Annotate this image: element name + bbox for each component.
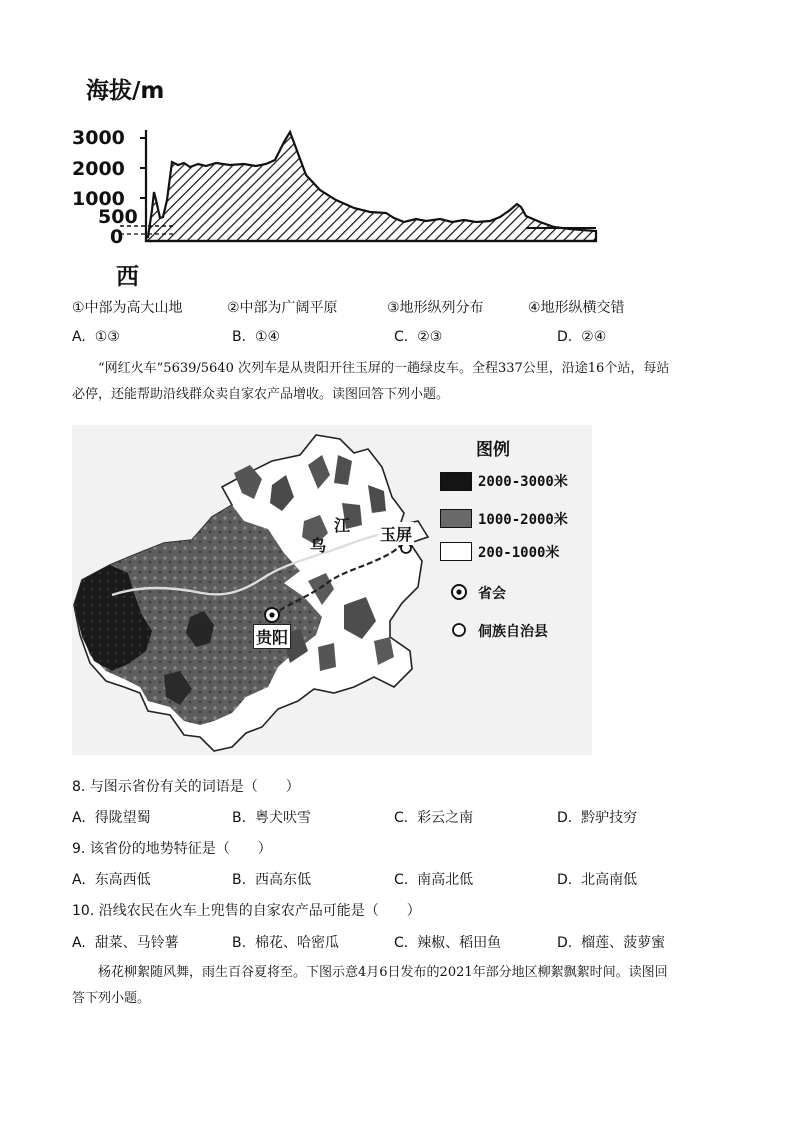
q9-option-b[interactable]: B. 西高东低 [232,872,311,888]
city-label-guiyang: 贵阳 [253,624,291,649]
legend-swatch-low [440,542,472,561]
legend-swatch-high [440,472,472,491]
west-label: 西 [116,264,139,290]
statement-1: ①中部为高大山地 [72,300,183,316]
city-label-yuping: 玉屏 [378,522,414,545]
q10-stem: 10. 沿线农民在火车上兜售的自家农产品可能是（ ） [72,903,421,919]
legend-county-icon [451,622,467,638]
passage-1-line-2: 必停，还能帮助沿线群众卖自家农产品增收。读图回答下列小题。 [72,387,450,402]
river-label-jiang: 江 [334,516,351,535]
q7-option-a[interactable]: A. ①③ [72,329,120,345]
y-tick-2000: 2000 [72,158,125,180]
q10-option-d[interactable]: D. 榴莲、菠萝蜜 [557,935,666,951]
legend-capital-icon [450,583,468,601]
q10-option-c[interactable]: C. 辣椒、稻田鱼 [394,935,502,951]
q9-option-d[interactable]: D. 北高南低 [557,872,638,888]
q9-stem: 9. 该省份的地势特征是（ ） [72,841,272,857]
y-tick-3000: 3000 [72,127,125,149]
legend-swatch-mid [440,509,472,528]
y-axis-title: 海拔/m [86,78,165,104]
map-legend [436,425,586,675]
guizhou-map-figure [72,425,592,755]
legend-label-mid: 1000-2000米 [478,512,568,528]
y-tick-500: 500 [98,206,138,228]
legend-label-capital: 省会 [478,586,506,602]
river-label-wu: 乌 [310,536,327,555]
passage-1 [72,356,724,408]
q8-option-c[interactable]: C. 彩云之南 [394,810,474,826]
y-tick-0: 0 [110,226,124,248]
legend-label-county: 侗族自治县 [478,624,548,640]
q10-option-b[interactable]: B. 棉花、哈密瓜 [232,935,339,951]
terrain-profile [146,132,596,241]
q8-option-d[interactable]: D. 黔驴技穷 [557,810,638,826]
legend-label-low: 200-1000米 [478,545,560,561]
passage-1-line-1: “网红火车”5639/5640 次列车是从贵阳开往玉屏的一趟绿皮车。全程337公里，沿途16个站，每站 [98,361,670,376]
passage-2-line-2: 答下列小题。 [72,991,151,1006]
q7-option-d[interactable]: D. ②④ [557,329,607,345]
q10-option-a[interactable]: A. 甜菜、马铃薯 [72,935,179,951]
q8-option-b[interactable]: B. 粤犬吠雪 [232,810,311,826]
statement-3: ③地形纵列分布 [387,300,484,316]
statement-4: ④地形纵横交错 [528,300,625,316]
legend-label-high: 2000-3000米 [478,474,568,490]
q8-option-a[interactable]: A. 得陇望蜀 [72,810,151,826]
q7-option-c[interactable]: C. ②③ [394,329,443,345]
q7-option-b[interactable]: B. ①④ [232,329,281,345]
elevation-profile [70,70,610,290]
legend-title: 图例 [476,440,510,460]
statement-2: ②中部为广阔平原 [227,300,338,316]
profile-svg [70,70,610,285]
y-tick-1000: 1000 [72,188,125,210]
q9-option-c[interactable]: C. 南高北低 [394,872,474,888]
q9-option-a[interactable]: A. 东高西低 [72,872,151,888]
q8-stem: 8. 与图示省份有关的词语是（ ） [72,779,300,795]
passage-2 [72,960,724,1012]
passage-2-line-1: 杨花柳絮随风舞，雨生百谷夏将至。下图示意4月6日发布的2021年部分地区柳絮飘絮时间。读图回 [98,965,668,980]
